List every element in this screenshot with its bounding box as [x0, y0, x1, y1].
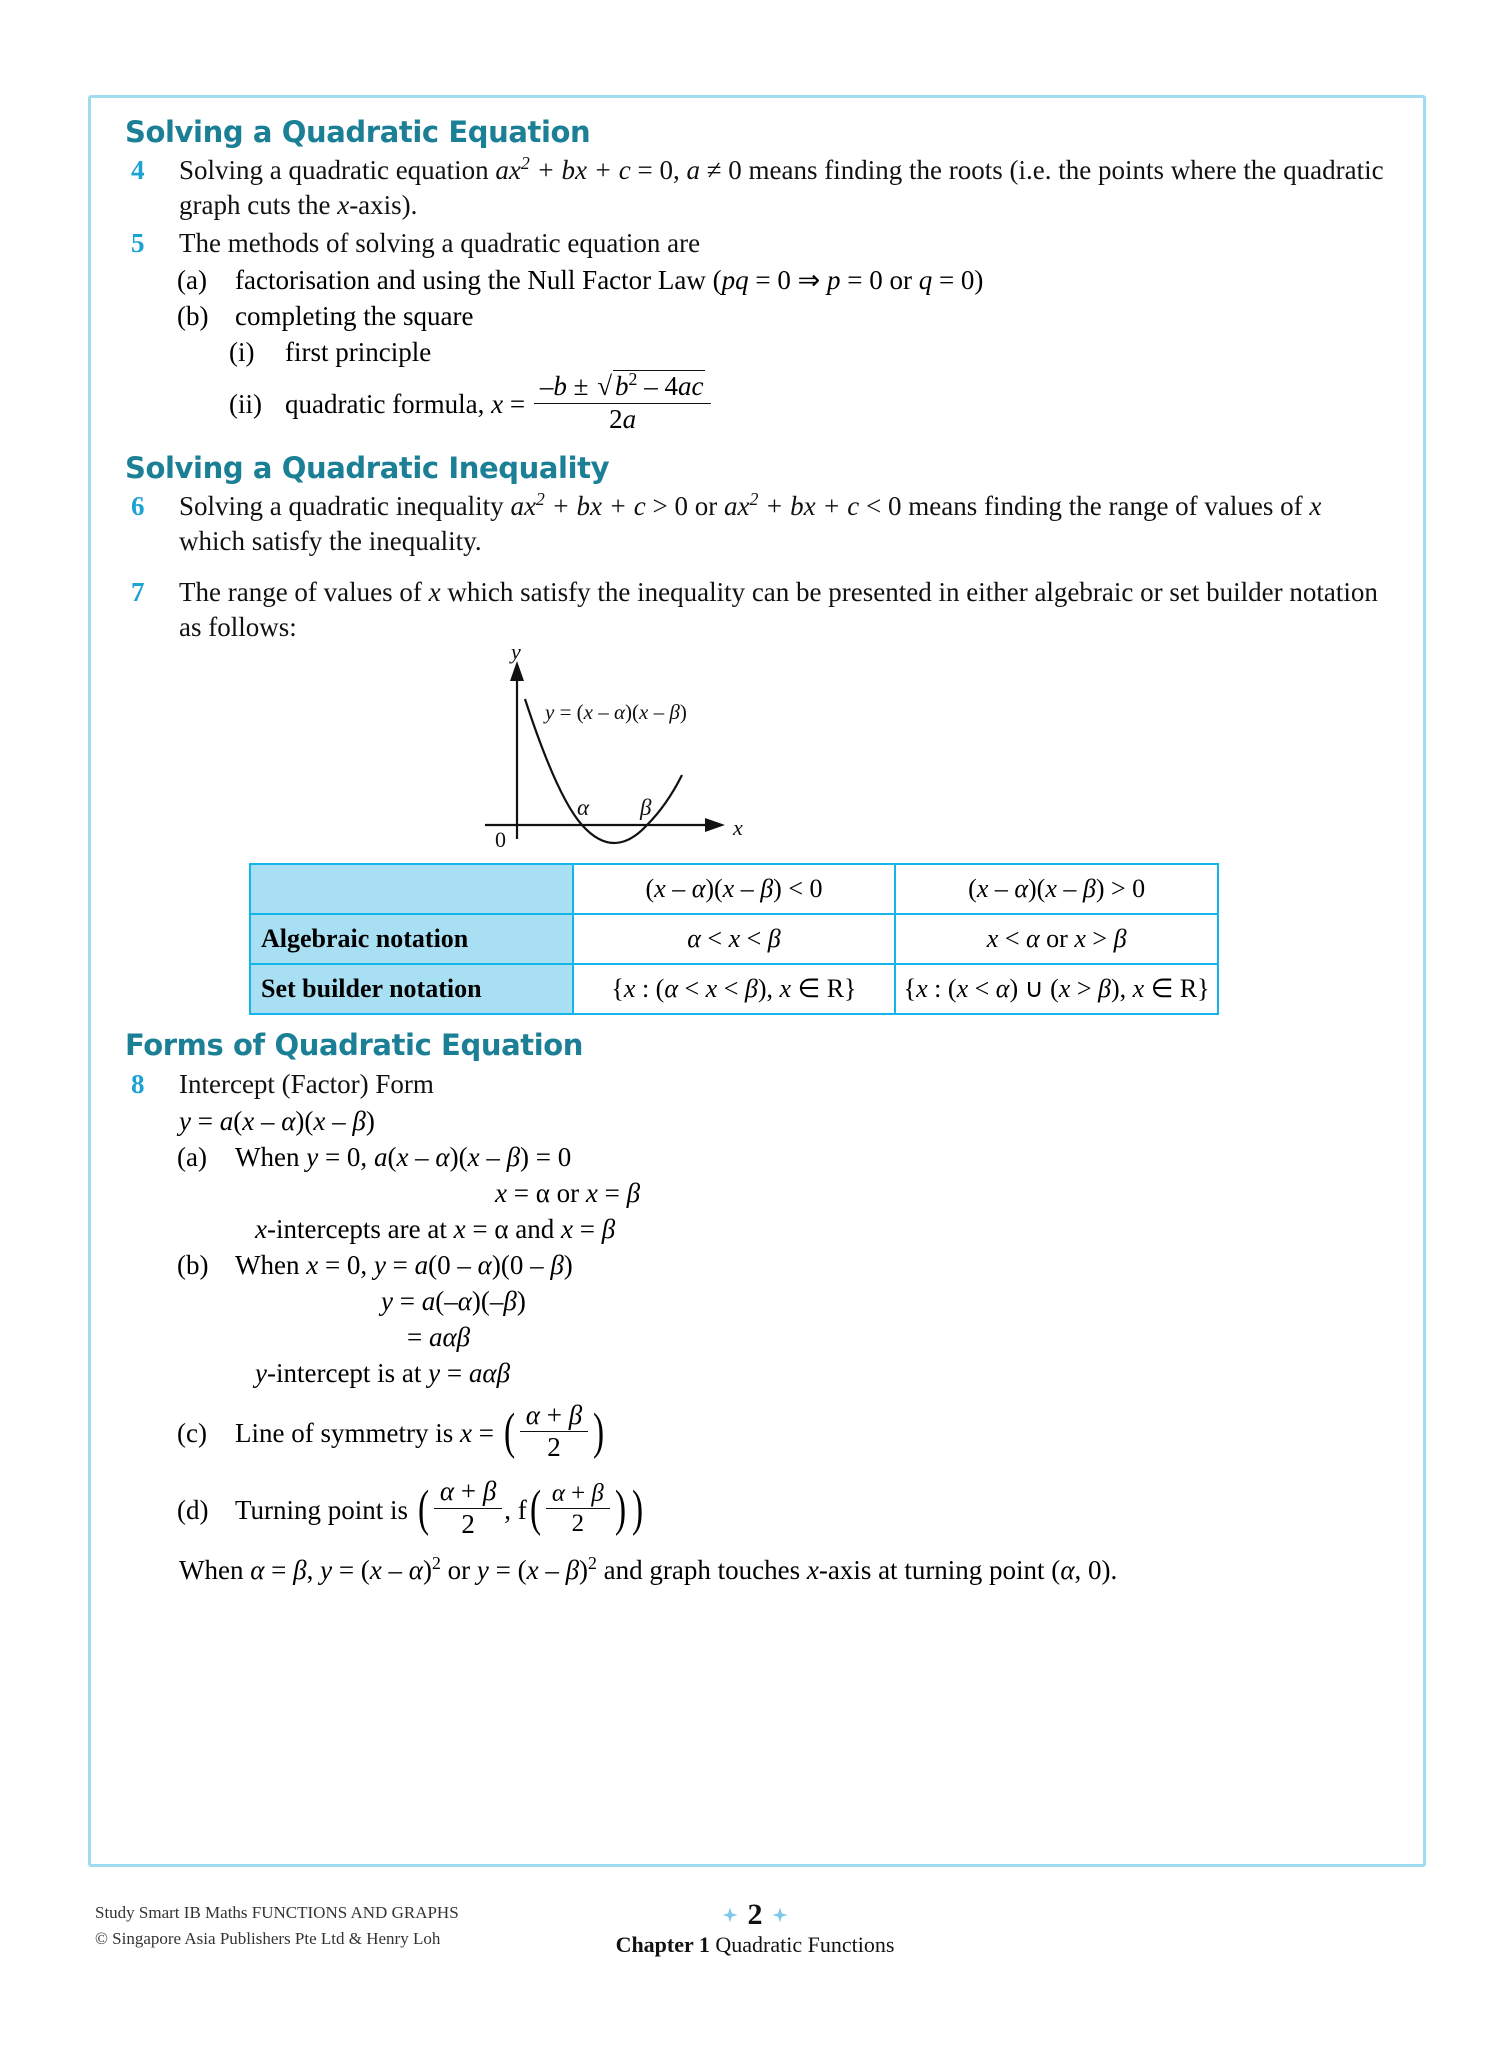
- numbered-item-7: [125, 575, 1389, 645]
- item-5a-text: factorisation and using the Null Factor Law (pq = 0 ⇒ p = 0 or q = 0): [235, 264, 984, 295]
- item-8b-line2-wrap: [381, 1284, 1389, 1319]
- symmetry-fraction: [520, 1400, 588, 1465]
- item-4-a: a: [686, 155, 700, 186]
- item-8d-text: Turning point is: [235, 1495, 415, 1526]
- section-heading-forms-of-quadratic-equation: Forms of Quadratic Equation: [125, 1028, 584, 1063]
- symmetry-numerator: α + β: [520, 1400, 588, 1433]
- quadratic-formula-denominator: 2a: [609, 403, 637, 434]
- item-8-text: Intercept (Factor) Form: [179, 1068, 434, 1099]
- item-5bi-text: first principle: [285, 336, 432, 367]
- item-8-final-wrap: [179, 1553, 1389, 1588]
- item-number: 8: [131, 1068, 145, 1099]
- table-row: [250, 864, 1218, 914]
- item-5b: [177, 299, 1389, 334]
- item-8a-result: x = α or x = β: [495, 1177, 641, 1208]
- page-number-row: [95, 1900, 1415, 1930]
- turning-inner-left-paren-icon: (: [529, 1479, 541, 1537]
- item-8-equation: y = a(x – α)(x – β): [179, 1105, 375, 1136]
- item-4-equation: $ax^2$ + bx + c: [495, 153, 631, 186]
- item-8b-note: y-intercept is at y = aαβ: [255, 1358, 511, 1389]
- diamond-right-icon: [773, 1908, 788, 1923]
- notation-table-wrapper: [249, 863, 1389, 1015]
- numbered-item-5: [125, 226, 1389, 261]
- item-text: Solving a quadratic equation $ax^2$ + bx + c = 0, a ≠ 0 means finding the roots (i.e. the points where the quadratic graph cuts the x-axis).: [179, 153, 1384, 221]
- numbered-item-6: [125, 489, 1389, 559]
- table-row: [250, 914, 1218, 964]
- page-number: 2: [747, 1898, 763, 1931]
- y-axis-label: y: [511, 647, 521, 665]
- numbered-item-8: [125, 1067, 1389, 1102]
- footer-chapter-number: Chapter 1: [615, 1932, 710, 1957]
- table-row2-label: Set builder notation: [250, 964, 573, 1014]
- item-number: 7: [131, 577, 145, 608]
- item-8b-line3: = aαβ: [407, 1322, 471, 1353]
- turning-denominator-1: 2: [461, 1509, 475, 1540]
- quadratic-formula-numerator: –b ± √ $b^2 - 4ac$: [534, 370, 712, 404]
- diamond-left-icon: [723, 1908, 738, 1923]
- item-5-text: The methods of solving a quadratic equation are: [179, 227, 701, 258]
- footer-chapter-caption: [95, 1932, 1415, 1958]
- turning-numerator-1: α + β: [434, 1476, 502, 1509]
- item-8b-note-wrap: [255, 1356, 1389, 1391]
- item-8c-label: (c): [177, 1418, 207, 1449]
- item-number: 4: [131, 155, 145, 186]
- table-blank-corner: [250, 864, 573, 914]
- table-row2-col1: {x : (α < x < β), x ∈ R}: [573, 964, 896, 1014]
- item-5b-text: completing the square: [235, 300, 474, 331]
- item-8b-text: When x = 0, y = a(0 – α)(0 – β): [235, 1250, 573, 1281]
- table-row: [250, 964, 1218, 1014]
- item-5bi: [229, 335, 1389, 370]
- right-paren-icon: ): [593, 1402, 605, 1460]
- y-axis-arrow-icon: [510, 661, 524, 681]
- item-8a-note: x-intercepts are at x = α and x = β: [255, 1214, 616, 1245]
- item-5a: [177, 263, 1389, 298]
- table-col2-header: (x – α)(x – β) > 0: [895, 864, 1218, 914]
- section-heading-solving-quadratic-equation: Solving a Quadratic Equation: [125, 115, 591, 149]
- item-8a-note-line: [255, 1212, 1389, 1247]
- turning-fraction-1: [434, 1476, 502, 1541]
- item-number: 5: [131, 227, 145, 258]
- item-8-final: When α = β, y = (x – α)$^2$ or y = (x – β)$^2$ and graph touches x-axis at turning point (α, 0).: [179, 1552, 1118, 1585]
- quadratic-formula-fraction: [534, 370, 712, 436]
- alpha-root-label: α: [577, 795, 590, 821]
- footer-center: [95, 1900, 1415, 1958]
- turning-denominator-2: 2: [571, 1510, 584, 1538]
- footer-copyright: © Singapore Asia Publishers Pte Ltd & Henry Loh: [95, 1928, 441, 1948]
- turning-fraction-2: [546, 1479, 610, 1539]
- item-8d: [177, 1478, 1389, 1543]
- parabola-graph: [125, 647, 1389, 855]
- item-8b: [177, 1248, 1389, 1283]
- parabola-graph-svg: [477, 647, 807, 855]
- item-5bii: [229, 368, 1389, 438]
- item-8a-text: When y = 0, a(x – α)(x – β) = 0: [235, 1141, 572, 1172]
- radical-icon: √ $b^2 - 4ac$: [597, 368, 704, 401]
- item-5bi-label: (i): [229, 336, 255, 367]
- turning-right-paren-icon: ): [631, 1479, 643, 1537]
- notation-table: [249, 863, 1219, 1015]
- left-paren-icon: (: [503, 1402, 515, 1460]
- item-8b-line2: y = a(–α)(–β): [381, 1286, 526, 1317]
- item-4-text-a: Solving a quadratic equation: [179, 155, 496, 186]
- item-number: 6: [131, 490, 145, 521]
- symmetry-denominator: 2: [547, 1432, 561, 1463]
- curve-equation-label: y = (x – α)(x – β): [545, 700, 687, 725]
- turning-left-paren-icon: (: [417, 1479, 429, 1537]
- item-8a-label: (a): [177, 1141, 207, 1172]
- turning-comma: , f: [504, 1495, 527, 1526]
- turning-numerator-2: α + β: [546, 1479, 610, 1509]
- item-8c: [177, 1399, 1389, 1467]
- content-border-box: [88, 95, 1426, 1867]
- item-5b-label: (b): [177, 300, 209, 331]
- item-7-text: The range of values of x which satisfy the inequality can be presented in either algebraic or set builder notation as follows:: [179, 577, 1378, 643]
- origin-label: 0: [495, 827, 506, 853]
- content-inner: [91, 98, 1423, 1864]
- item-8c-text: Line of symmetry is x =: [235, 1418, 501, 1449]
- table-row1-col2: x < α or x > β: [895, 914, 1218, 964]
- numbered-item-4: [125, 153, 1389, 223]
- item-8a-result-line: [495, 1176, 1389, 1211]
- footer-book-title: Study Smart IB Maths FUNCTIONS AND GRAPHS: [95, 1903, 459, 1922]
- footer-chapter-title: Quadratic Functions: [715, 1932, 895, 1957]
- item-8b-label: (b): [177, 1250, 209, 1281]
- x-axis-arrow-icon: [705, 818, 725, 832]
- item-5a-label: (a): [177, 264, 207, 295]
- item-8b-line3-wrap: [407, 1320, 1389, 1355]
- turning-inner-right-paren-icon: ): [614, 1479, 626, 1537]
- item-6-text: Solving a quadratic inequality $ax^2$ + bx + c > 0 or $ax^2$ + bx + c < 0 means finding the range of values of x which satisfy the inequality.: [179, 488, 1322, 557]
- x-axis-label: x: [733, 815, 743, 841]
- table-row1-label: Algebraic notation: [250, 914, 573, 964]
- table-col1-header: (x – α)(x – β) < 0: [573, 864, 896, 914]
- beta-root-label: β: [640, 795, 652, 821]
- section-heading-solving-quadratic-inequality: Solving a Quadratic Inequality: [125, 450, 610, 485]
- item-5bii-label: (ii): [229, 389, 262, 420]
- item-5bii-text: quadratic formula, x =: [285, 389, 532, 420]
- item-4-x: x: [337, 190, 350, 221]
- item-8d-label: (d): [177, 1495, 209, 1526]
- table-row2-col2: {x : (x < α) ∪ (x > β), x ∈ R}: [895, 964, 1218, 1014]
- table-row1-col1: α < x < β: [573, 914, 896, 964]
- item-8a: [177, 1140, 1389, 1175]
- item-8-equation-line: [179, 1104, 1389, 1139]
